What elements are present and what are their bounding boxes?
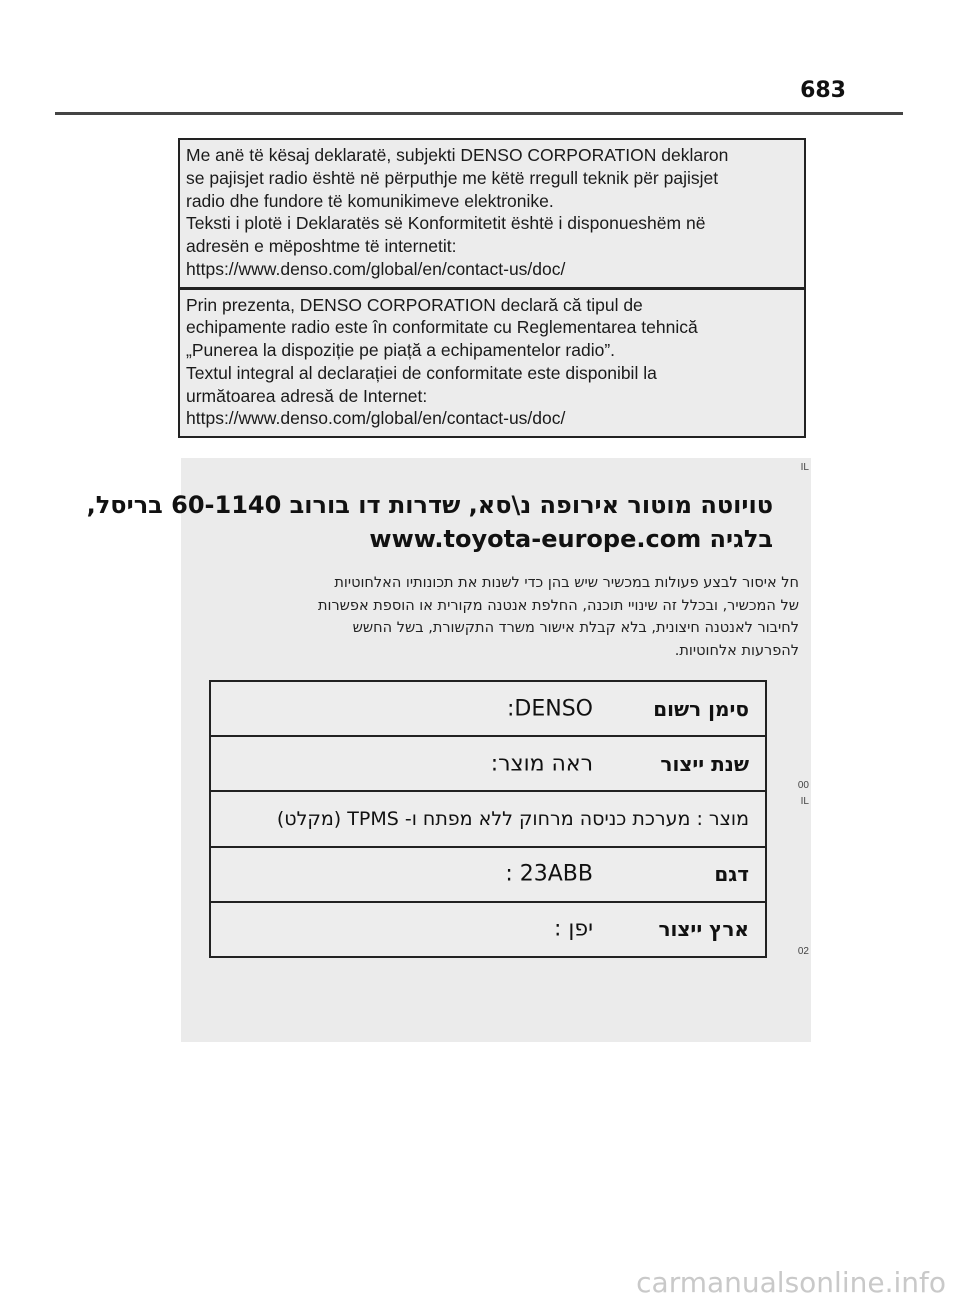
row-value: DENSO:: [506, 696, 593, 722]
product-label-table: [209, 680, 767, 958]
paragraph-line: של המכשיר, ובכלל זה שינויי תוכנה, החלפת אנטנה מקורית או הוספת אפשרות: [317, 597, 799, 614]
declaration-albanian: [180, 140, 804, 287]
row-value: ראה מוצר:: [490, 751, 593, 777]
paragraph-line: חל איסור לבצע פעולות במכשיר שיש בהן כדי לשנות את תכונותיו האלחוטיות: [334, 575, 799, 591]
hebrew-company-address: [86, 488, 773, 556]
declaration-line: Textul integral al declarației de conformitate este disponibil la: [186, 362, 657, 383]
row-value: 23ABB :: [505, 861, 593, 887]
declaration-line: „Punerea la dispoziție pe piață a echipamentelor radio”.: [186, 340, 616, 361]
margin-tag: IL: [800, 796, 809, 807]
row-key: סימן רשום: [653, 696, 749, 721]
address-line: בלגיה www.toyota-europe.com: [369, 525, 773, 553]
label-row-trademark: [211, 682, 765, 735]
label-row-country: [211, 901, 765, 956]
declaration-line: adresën e mëposhtme të internetit:: [186, 236, 457, 257]
page-number: 683: [800, 78, 846, 103]
hebrew-warning-paragraph: [189, 572, 799, 662]
row-key: ארץ ייצור: [658, 917, 749, 942]
margin-tag: 02: [797, 946, 809, 957]
margin-tag: 00: [797, 780, 809, 791]
declaration-table: [178, 138, 806, 438]
margin-tag: IL: [800, 462, 809, 473]
paragraph-line: להפרעות אלחוטיות.: [674, 642, 799, 659]
address-line: טויוטה מוטור אירופה נ\סא, שדרות דו בורוב 60-1140 בריסל,: [86, 491, 773, 519]
declaration-line: Teksti i plotë i Deklaratës së Konformitetit është i disponueshëm në: [186, 213, 706, 234]
label-row-product: [211, 790, 765, 845]
declaration-line: Prin prezenta, DENSO CORPORATION declară că tipul de: [186, 294, 643, 315]
declaration-line: echipamente radio este în conformitate cu Reglementarea tehnică: [186, 317, 698, 338]
declaration-url: https://www.denso.com/global/en/contact-us/doc/: [186, 258, 566, 279]
declaration-url: https://www.denso.com/global/en/contact-us/doc/: [186, 408, 566, 429]
label-row-year: [211, 735, 765, 790]
declaration-romanian: [180, 287, 804, 437]
row-value: יפן :: [553, 916, 593, 942]
row-full-text: מוצר : מערכת כניסה מרחוק ללא מפתח ו- TPMS (מקלט): [276, 808, 749, 830]
declaration-line: Me anë të kësaj deklaratë, subjekti DENSO CORPORATION deklaron: [186, 145, 729, 165]
declaration-line: următoarea adresă de Internet:: [186, 385, 428, 406]
hebrew-declaration-panel: [86, 458, 811, 1042]
header-rule: [55, 112, 903, 115]
declaration-line: se pajisjet radio është në përputhje me këtë rregull teknik për pajisjet: [186, 167, 719, 188]
watermark: carmanualsonline.info: [636, 1266, 946, 1299]
row-key: דגם: [714, 862, 749, 887]
paragraph-line: לחיבור לאנטנה חיצונית, בלא קבלת אישור משרד התקשורת, בשל החשש: [352, 620, 799, 636]
row-key: שנת ייצור: [660, 751, 749, 776]
label-row-model: [211, 846, 765, 901]
declaration-line: radio dhe fundore të komunikimeve elektronike.: [186, 190, 554, 211]
